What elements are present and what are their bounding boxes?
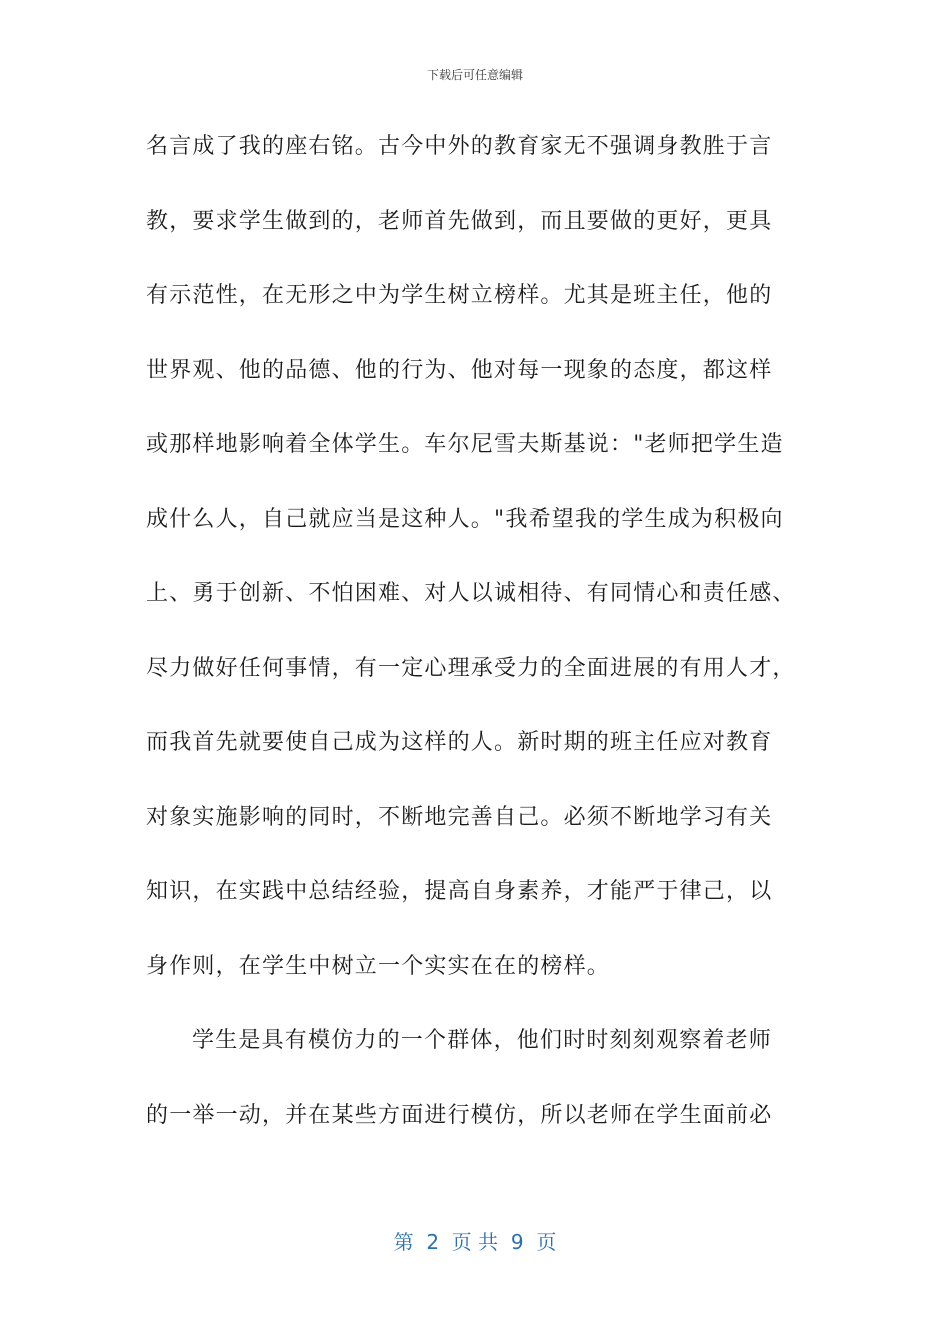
text-line: 知识，在实践中总结经验，提高自身素养，才能严于律己，以: [146, 879, 773, 904]
page-number-footer: 第 2 页 共 9 页: [393, 1230, 557, 1254]
text-line: 名言成了我的座右铭。古今中外的教育家无不强调身教胜于言: [146, 134, 773, 159]
text-line: 尽力做好任何事情，有一定心理承受力的全面进展的有用人才，: [146, 655, 796, 681]
text-line: 成什么人，自己就应当是这种人。"我希望我的学生成为积极向: [146, 506, 784, 532]
text-line: 世界观、他的品德、他的行为、他对每一现象的态度，都这样: [146, 357, 773, 383]
text-line: 对象实施影响的同时，不断地完善自己。必须不断地学习有关: [146, 804, 773, 830]
text-line: 或那样地影响着全体学生。车尔尼雪夫斯基说："老师把学生造: [146, 432, 784, 457]
text-line: 教，要求学生做到的，老师首先做到，而且要做的更好，更具: [146, 208, 773, 234]
document-body: [146, 128, 816, 1171]
paragraph-first-line: 学生是具有模仿力的一个群体，他们时时刻刻观察着老师: [192, 1028, 773, 1053]
text-line: 的一举一动，并在某些方面进行模仿，所以老师在学生面前必: [146, 1102, 773, 1128]
page-header-note: 下载后可任意编辑: [426, 68, 523, 82]
text-line: 而我首先就要使自己成为这样的人。新时期的班主任应对教育: [146, 730, 773, 755]
text-line: 有示范性，在无形之中为学生树立榜样。尤其是班主任，他的: [146, 283, 773, 308]
text-line: 身作则，在学生中树立一个实实在在的榜样。: [146, 953, 611, 979]
text-line: 上、勇于创新、不怕困难、对人以诚相待、有同情心和责任感、: [146, 581, 796, 606]
